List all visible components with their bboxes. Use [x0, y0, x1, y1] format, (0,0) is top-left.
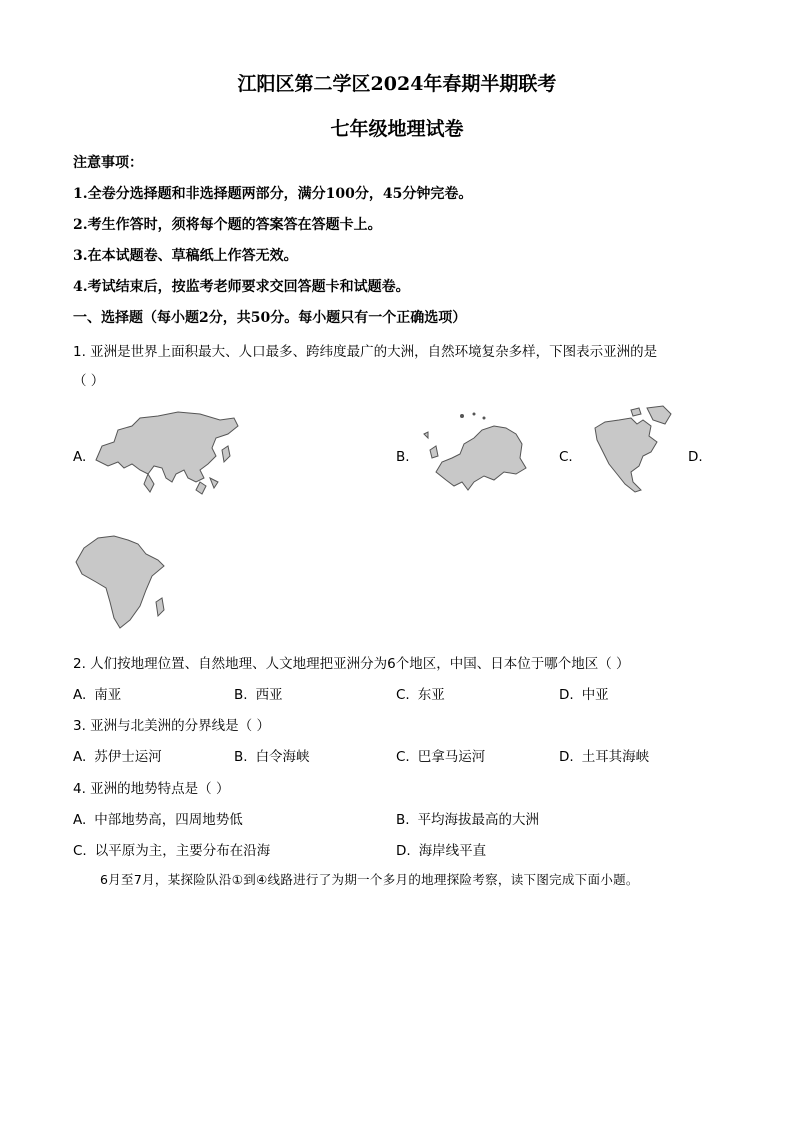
q2-option-a: A. 南亚	[73, 687, 122, 703]
q1-option-b-letter: B.	[396, 449, 410, 465]
question-1-stem: 1. 亚洲是世界上面积最大、人口最多、跨纬度最广的大洲，自然环境复杂多样，下图表示亚洲的是	[73, 344, 658, 360]
q4-option-c: C. 以平原为主，主要分布在沿海	[73, 843, 271, 859]
notes-heading: 注意事项：	[73, 155, 143, 171]
q2-option-c: C. 东亚	[396, 687, 445, 703]
question-1-stem-bracket: （ ）	[73, 373, 105, 389]
question-2-stem: 2. 人们按地理位置、自然地理、人文地理把亚洲分为6个地区，中国、日本位于哪个地区（ ）	[73, 656, 630, 672]
notes-item-2: 2.考生作答时，须将每个题的答案答在答题卡上。	[73, 217, 382, 233]
q1-option-d-letter: D.	[688, 449, 703, 465]
q4-option-d: D. 海岸线平直	[396, 843, 487, 859]
q3-option-a: A. 苏伊士运河	[73, 749, 162, 765]
notes-item-3: 3.在本试题卷、草稿纸上作答无效。	[73, 248, 298, 264]
question-4-stem: 4. 亚洲的地势特点是（ ）	[73, 781, 230, 797]
section-heading: 一、选择题（每小题2分，共50分。每小题只有一个正确选项）	[73, 310, 467, 326]
q1-option-a-letter: A.	[73, 449, 87, 465]
notes-item-4: 4.考试结束后，按监考老师要求交回答题卡和试题卷。	[73, 279, 410, 295]
q2-option-d: D. 中亚	[559, 687, 609, 703]
exam-title: 江阳区第二学区2024年春期半期联考	[237, 73, 557, 95]
question-3-stem: 3. 亚洲与北美洲的分界线是（ ）	[73, 718, 270, 734]
q2-option-b: B. 西亚	[234, 687, 283, 703]
q4-option-b: B. 平均海拔最高的大洲	[396, 812, 540, 828]
q3-option-c: C. 巴拿马运河	[396, 749, 486, 765]
north-america-map-image	[585, 404, 677, 496]
next-questions-intro: 6月至7月，某探险队沿①到④线路进行了为期一个多月的地理探险考察，读下图完成下面小题。	[100, 872, 639, 887]
exam-subtitle: 七年级地理试卷	[330, 118, 464, 140]
q3-option-d: D. 土耳其海峡	[559, 749, 650, 765]
asia-map-image	[88, 408, 240, 498]
europe-map-image	[418, 410, 530, 498]
q1-option-c-letter: C.	[559, 449, 573, 465]
q3-option-b: B. 白令海峡	[234, 749, 310, 765]
africa-map-image	[72, 532, 172, 632]
q4-option-a: A. 中部地势高，四周地势低	[73, 812, 243, 828]
notes-item-1: 1.全卷分选择题和非选择题两部分，满分100分，45分钟完卷。	[73, 186, 473, 202]
